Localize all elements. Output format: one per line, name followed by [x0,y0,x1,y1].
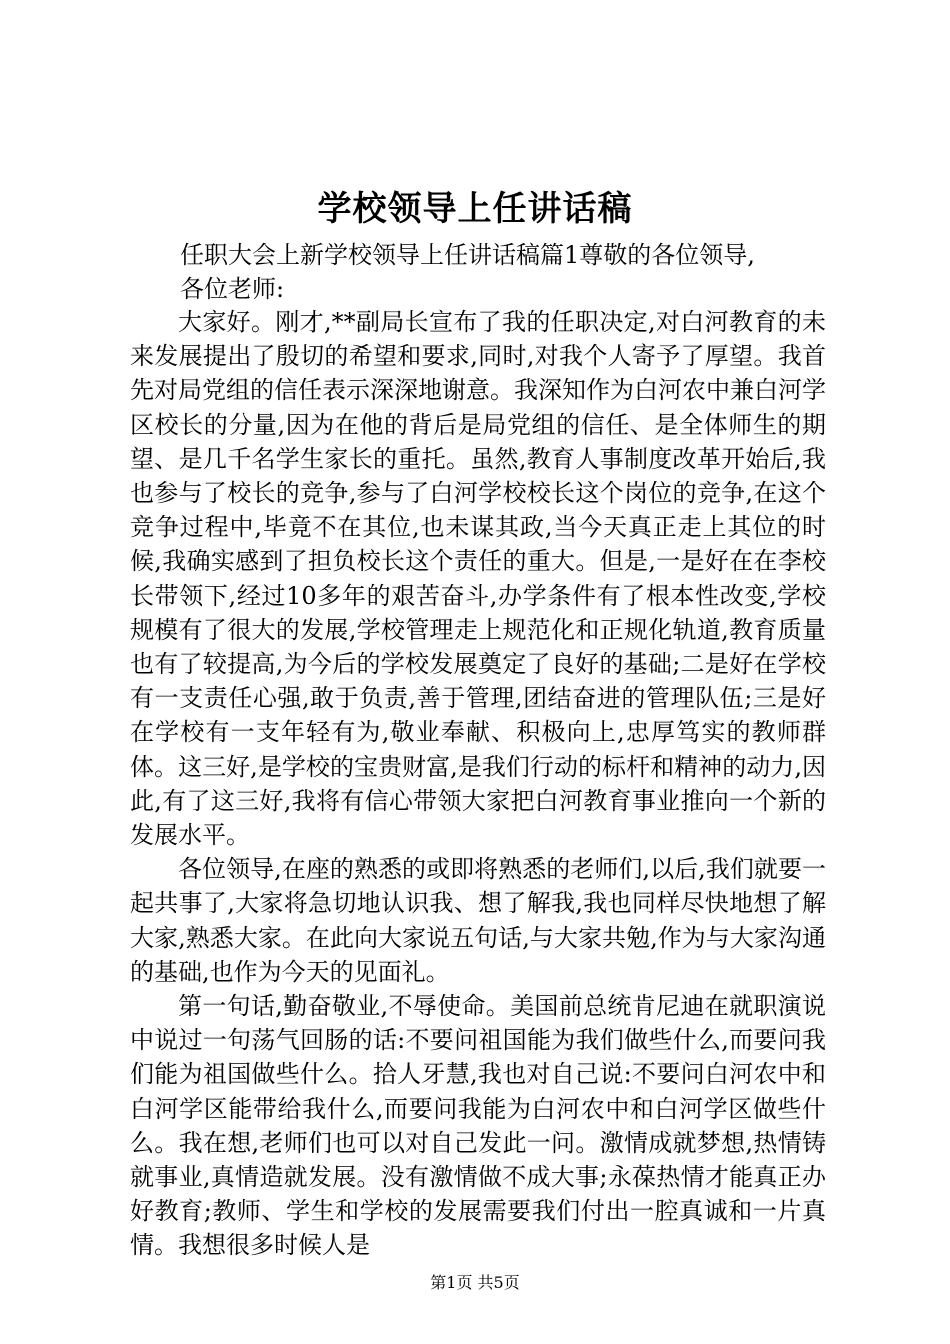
body-paragraph: 大家好。刚才,**副局长宣布了我的任职决定,对白河教育的未来发展提出了殷切的希望和要求,同时,对我个人寄予了厚望。我首先对局党组的信任表示深深地谢意。我深知作为白河农中兼白河学区校长的分量,因为在他的背后是局党组的信任、是全体师生的期望、是几千名学生家长的重托。虽然,教育人事制度改革开始后,我也参与了校长的竞争,参与了白河学校校长这个岗位的竞争,在这个竞争过程中,毕竟不在其位,也未谋其政,当今天真正走上其位的时候,我确实感到了担负校长这个责任的重大。但是,一是好在在李校长带领下,经过10多年的艰苦奋斗,办学条件有了根本性改变,学校规模有了很大的发展,学校管理走上规范化和正规化轨道,教育质量也有了较提高,为今后的学校发展奠定了良好的基础;二是好在学校有一支责任心强,敢于负责,善于管理,团结奋进的管理队伍;三是好在学校有一支年轻有为,敬业奉献、积极向上,忠厚笃实的教师群体。这三好,是学校的宝贵财富,是我们行动的标杆和精神的动力,因此,有了这三好,我将有信心带领大家把白河教育事业推向一个新的发展水平。 [130,308,826,850]
document-subtitle [180,238,840,306]
subtitle-line-2: 各位老师: [180,275,285,304]
document-body [130,305,826,1263]
subtitle-line-1: 任职大会上新学校领导上任讲话稿篇1尊敬的各位领导, [180,241,755,269]
page-footer: 第1页 共5页 [430,1273,520,1292]
document-title: 学校领导上任讲话稿 [317,189,633,229]
body-paragraph: 各位领导,在座的熟悉的或即将熟悉的老师们,以后,我们就要一起共事了,大家将急切地认识我、想了解我,我也同样尽快地想了解大家,熟悉大家。在此向大家说五句话,与大家共勉,作为与大家沟通的基础,也作为今天的见面礼。 [130,855,826,986]
body-paragraph: 第一句话,勤奋敬业,不辱使命。美国前总统肯尼迪在就职演说中说过一句荡气回肠的话:不要问祖国能为我们做些什么,而要问我们能为祖国做些什么。拾人牙慧,我也对自己说:不要问白河农中和白河学区能带给我什么,而要问我能为白河农中和白河学区做些什么。我在想,老师们也可以对自己发此一问。激情成就梦想,热情铸就事业,真情造就发展。没有激情做不成大事;永葆热情才能真正办好教育;教师、学生和学校的发展需要我们付出一腔真诚和一片真情。我想很多时候人是 [130,992,826,1260]
